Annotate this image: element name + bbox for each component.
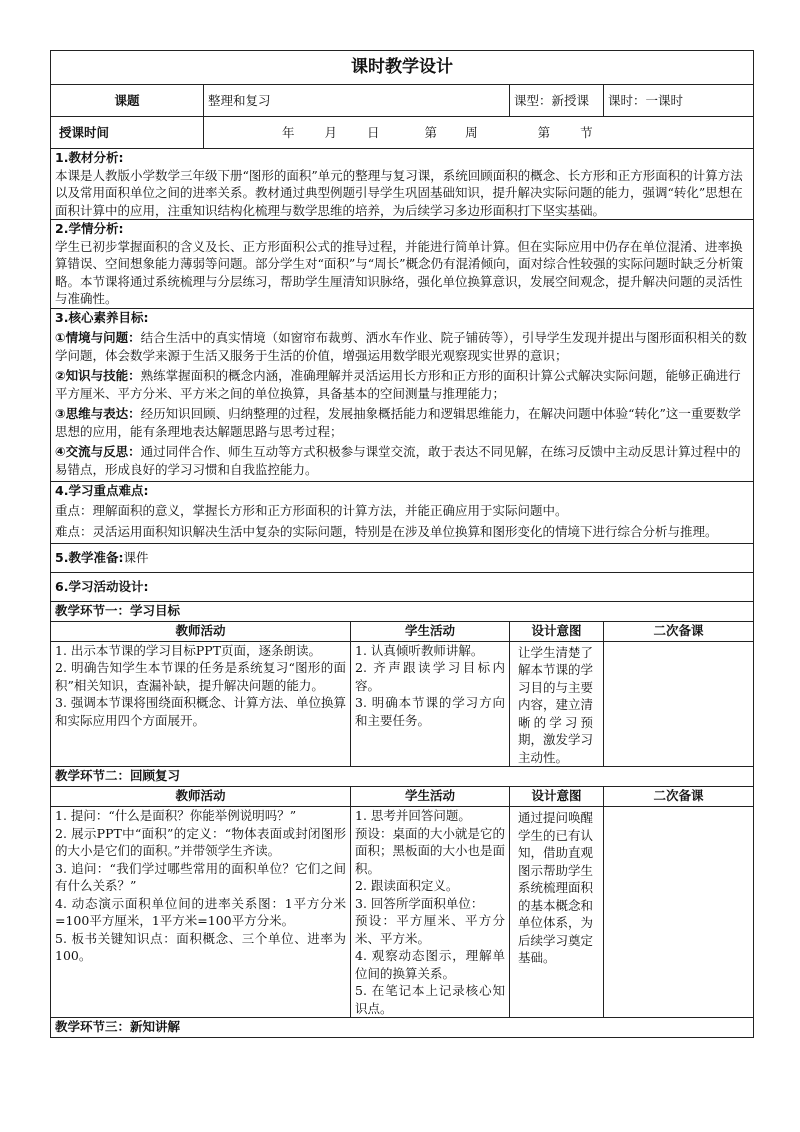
section-material-analysis	[51, 149, 754, 220]
column-student: 学生活动	[351, 787, 510, 807]
section-body: 本课是人教版小学数学三年级下册“图形的面积”单元的整理与复习课，系统回顾面积的概念、长方形和正方形面积的计算方法以及常用面积单位之间的进率关系。教材通过典型例题引导学生巩固基础知识，提升解决实际问题的能力，强调“转化”思想在面积计算中的应用，注重知识结构化梳理与数学思维的培养，为后续学习多边形面积打下坚实基础。	[55, 167, 743, 218]
date-day: 日	[367, 124, 380, 140]
column-revision: 二次备课	[604, 787, 754, 807]
week-prefix: 第	[424, 124, 438, 140]
column-intent: 设计意图	[510, 787, 604, 807]
list-item: 2. 明确告知学生本节课的任务是系统复习“图形的面积”相关知识，查漏补缺，提升解决问题的能力。	[55, 660, 346, 693]
lesson-time-row	[204, 117, 754, 149]
goal-label: ③思维与表达：	[55, 406, 141, 421]
date-month: 月	[324, 124, 338, 140]
section-heading: 1.教材分析:	[55, 150, 124, 165]
section-heading: 6.学习活动设计:	[55, 578, 149, 594]
lesson-period: 课时：一课时	[604, 85, 754, 117]
lesson-plan-table	[50, 50, 754, 1038]
list-item: 预设：桌面的大小就是它的面积；黑板面的大小也是面积。	[355, 825, 506, 876]
step-title: 教学环节一：学习目标	[51, 601, 754, 621]
time-label: 授课时间	[51, 117, 204, 149]
list-item: 1. 思考并回答问题。	[355, 808, 471, 823]
step-title: 教学环节三：新知讲解	[51, 1018, 754, 1038]
section-heading: 2.学情分析:	[55, 221, 124, 236]
section-body: 学生已初步掌握面积的含义及长、正方形面积公式的推导过程，并能进行简单计算。但在实际应用中仍存在单位混淆、进率换算错误、空间想象能力薄弱等问题。部分学生对“面积”与“周长”概念仍有混淆倾向，面对综合性较强的实际问题时缺乏分析策略。本节课将通过系统梳理与分层练习，帮助学生厘清知识脉络，强化单位换算意识，发展空间观念，提升解决问题的灵活性与准确性。	[55, 238, 744, 306]
topic-label: 课题	[51, 85, 204, 117]
list-item: 5. 板书关键知识点：面积概念、三个单位、进率为100。	[55, 930, 346, 963]
list-item: 预设：平方厘米、平方分米、平方米。	[355, 913, 505, 946]
list-item: 1. 认真倾听教师讲解。	[355, 642, 484, 658]
topic-value: 整理和复习	[204, 85, 510, 117]
goal-text: 结合生活中的真实情境（如窗帘布裁剪、洒水车作业、院子铺砖等），引导学生发现并提出与图形面积相关的数学问题，体会数学来源于生活又服务于生活的价值，增强运用数学眼光观察现实世界的意识；	[55, 330, 747, 363]
goal-label: ①情境与问题：	[55, 330, 141, 345]
lesson-plan-page	[50, 50, 753, 1038]
goal-item	[55, 443, 749, 478]
period-suffix: 节	[580, 124, 593, 140]
goal-item	[55, 329, 749, 364]
period-prefix: 第	[537, 124, 551, 140]
teacher-activity	[51, 807, 351, 1018]
revision-cell[interactable]	[604, 807, 754, 1018]
column-teacher: 教师活动	[51, 787, 351, 807]
list-item: 3. 追问：“我们学过哪些常用的面积单位？它们之间有什么关系？”	[55, 860, 346, 893]
goal-item	[55, 405, 749, 440]
design-intent: 通过提问唤醒学生的已有认知，借助直观图示帮助学生系统梳理面积的基本概念和单位体系，为后续学习奠定基础。	[510, 807, 604, 1018]
column-intent: 设计意图	[510, 621, 604, 641]
difficult-point-text: 难点：灵活运用面积知识解决生活中复杂的实际问题，特别是在涉及单位换算和图形变化的情境下进行综合分析与推理。	[55, 524, 718, 539]
list-item: 4. 动态演示面积单位间的进率关系图：1平方分米=100平方厘米，1平方米=100平方分米。	[55, 895, 346, 928]
list-item: 5. 在笔记本上记录核心知识点。	[355, 983, 505, 1016]
list-item: 1. 提问：“什么是面积？你能举例说明吗？”	[55, 808, 297, 823]
goal-item	[55, 367, 749, 402]
document-title: 课时教学设计	[51, 51, 754, 85]
teacher-activity	[51, 641, 351, 767]
section-key-points	[51, 482, 754, 544]
goal-text: 通过同伴合作、师生互动等方式积极参与课堂交流，敢于表达不同见解，在练习反馈中主动反思计算过程中的易错点，形成良好的学习习惯和自我监控能力。	[55, 444, 741, 477]
student-activity	[351, 807, 510, 1018]
student-activity	[351, 641, 510, 767]
section-preparation	[51, 543, 754, 572]
section-body: 课件	[123, 549, 149, 565]
column-student: 学生活动	[351, 621, 510, 641]
section-student-analysis	[51, 220, 754, 309]
list-item: 1. 出示本节课的学习目标PPT页面，逐条朗读。	[55, 642, 322, 658]
section-heading: 3.核心素养目标:	[55, 309, 149, 325]
section-activity-design	[51, 572, 754, 601]
list-item: 3. 强调本节课将围绕面积概念、计算方法、单位换算和实际应用四个方面展开。	[55, 695, 346, 728]
list-item: 2. 展示PPT中“面积”的定义：“物体表面或封闭图形的大小是它们的面积。”并带领学生齐读。	[55, 825, 346, 858]
list-item: 4. 观察动态图示，理解单位间的换算关系。	[355, 948, 505, 981]
column-revision: 二次备课	[604, 621, 754, 641]
week-suffix: 周	[465, 124, 478, 140]
column-teacher: 教师活动	[51, 621, 351, 641]
date-year: 年	[282, 124, 295, 140]
list-item: 3. 回答所学面积单位：	[355, 895, 484, 911]
revision-cell[interactable]	[604, 641, 754, 767]
section-core-goals	[51, 308, 754, 482]
list-item: 2. 跟读面积定义。	[355, 878, 459, 893]
key-point-text: 重点：理解面积的意义，掌握长方形和正方形面积的计算方法，并能正确应用于实际问题中。	[55, 502, 568, 518]
list-item: 2. 齐声跟读学习目标内容。	[355, 660, 505, 693]
design-intent: 让学生清楚了解本节课的学习目的与主要内容，建立清晰的学习预期，激发学习主动性。	[510, 641, 604, 767]
goal-label: ④交流与反思：	[55, 444, 141, 459]
goal-text: 经历知识回顾、归纳整理的过程，发展抽象概括能力和逻辑思维能力，在解决问题中体验“转化”这一重要数学思想的应用，能有条理地表达解题思路与思考过程；	[55, 406, 741, 439]
lesson-type: 课型：新授课	[510, 85, 604, 117]
list-item: 3. 明确本节课的学习方向和主要任务。	[355, 695, 505, 728]
step-title: 教学环节二：回顾复习	[51, 767, 754, 787]
section-heading: 4.学习重点难点:	[55, 483, 149, 498]
section-heading: 5.教学准备:	[55, 549, 124, 565]
goal-label: ②知识与技能：	[55, 368, 141, 383]
goal-text: 熟练掌握面积的概念内涵，准确理解并灵活运用长方形和正方形的面积计算公式解决实际问题，能够正确进行平方厘米、平方分米、平方米之间的单位换算，具备基本的空间测量与推理能力；	[55, 368, 741, 401]
